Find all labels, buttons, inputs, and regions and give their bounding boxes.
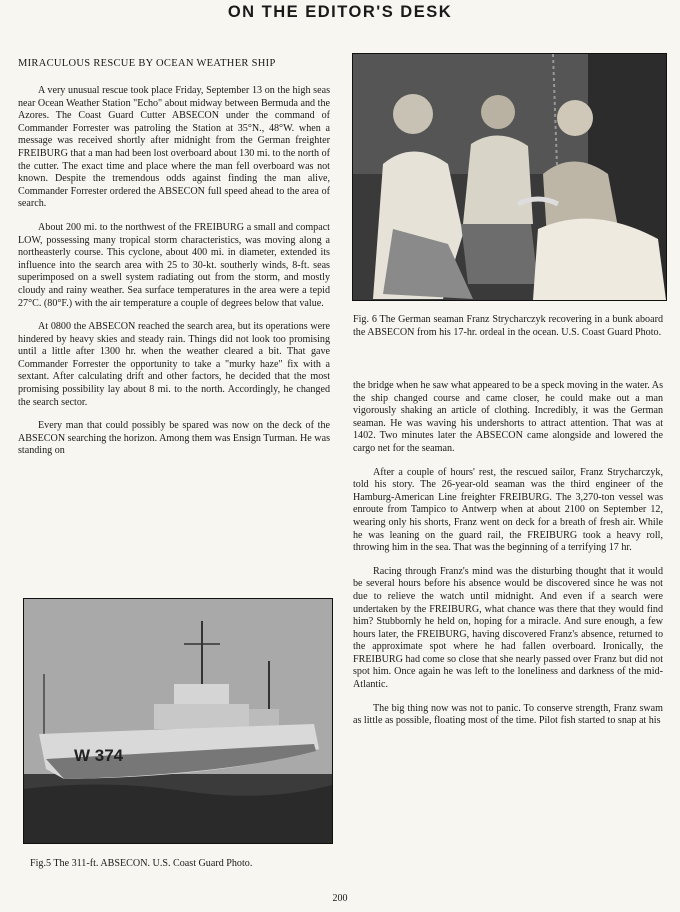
paragraph: Racing through Franz's mind was the disturbing thought that it would be several hours before his absence would be discovered since he was not due to relieve the watch until midnight. And even if a search were undertaken by the FREIBURG, what chance was there that they would find him? Stubbornly he held on, hoping for a miracle. And sure enough, a few hours later, the FREIBURG, having discovered Franz's absence, returned to the approximate spot where he had fallen overboard. Ironically, the FREIBURG had come so close that she nearly passed over Franz but did not spot him. Once again he was left to the loneliness and darkness of the mid-Atlantic. xyxy=(353,565,663,691)
absecon-ship-photo xyxy=(23,598,333,844)
paragraph: A very unusual rescue took place Friday, September 13 on the high seas near Ocean Weather Station "Echo" about midway between Bermuda and the Azores. The Coast Guard Cutter ABSECON under the command of Commander Forrester was patroling the Station at 35°N., 48°W. when a message was received shortly after midnight from the German freighter FREIBURG that a man had been lost overboard about 130 mi. to the north of the cutter. The exact time and place where the man fell overboard was not known. Despite the tremendous odds against finding the man alive, Commander Forrester ordered the ABSECON full speed ahead to the area of search. xyxy=(18,85,331,210)
page-number: 200 xyxy=(332,893,348,904)
right-column xyxy=(353,380,663,739)
paragraph: Every man that could possibly be spared was now on the deck of the ABSECON searching the horizon. Among them was Ensign Turman. He was standing on xyxy=(18,420,330,457)
article-heading: MIRACULOUS RESCUE BY OCEAN WEATHER SHIP xyxy=(18,58,276,69)
paragraph: At 0800 the ABSECON reached the search area, but its operations were hindered by heavy skies and steady rain. Things did not look too promising until a little after 1300 hr. when the weather cleared a bit. That gave Commander Forrester the opportunity to take a "murky haze" fix with a sextant. After calculating drift and other factors, he decided that the most promising possibility lay about 8 mi. to the north. Accordingly, he changed the search sector. xyxy=(18,321,330,408)
paragraph: The big thing now was not to panic. To conserve strength, Franz swam as little as possible, floating most of the time. Pilot fish started to snap at his xyxy=(353,702,663,727)
figure-5-caption: Fig.5 The 311-ft. ABSECON. U.S. Coast Guard Photo. xyxy=(30,858,253,869)
paragraph: About 200 mi. to the northwest of the FREIBURG a small and compact LOW, possessing many tropical storm characteristics, was moving along a northeasterly course. This cyclone, about 400 mi. in diameter, extended its influence into the search area with 25 to 30-kt. southerly winds, 8-ft. seas superimposed on a swell system radiating out from the storm, and mostly cloudy and rainy weather. Sea surface temperatures in the area were a tepid 27°C. (80°F.) with the air temperature a couple of degrees below that value. xyxy=(18,221,330,309)
rescued-seaman-photo-image xyxy=(353,54,666,300)
figure-6-caption: Fig. 6 The German seaman Franz Strycharczyk recovering in a bunk aboard the ABSECON from his 17-hr. ordeal in the ocean. U.S. Coast Guard Photo. xyxy=(353,314,663,338)
page-title: ON THE EDITOR'S DESK xyxy=(227,3,453,21)
paragraph: the bridge when he saw what appeared to be a speck moving in the water. As the ship changed course and came closer, he could make out a man vigorously shaking an article of clothing. Incredibly, it was the German seaman. He was waving his undershorts to attract attention. That was at 1402. Two minutes later the ABSECON came alongside and lowered the cargo net for the seaman. xyxy=(353,380,664,454)
paragraph: After a couple of hours' rest, the rescued sailor, Franz Strycharczyk, told his story. The 26-year-old seaman was the third engineer of the Hamburg-American Line freighter FREIBURG. The 3,270-ton vessel was enroute from Tampico to Antwerp when at about 2100 on September 12, wearing only his shorts, Franz went on deck for a breath of fresh air. While he was leaning on the guard rail, the FREIBURG took a heavy roll, throwing him in the sea. That was the beginning of a terrifying 17 hr. xyxy=(353,466,663,554)
absecon-ship-photo-image xyxy=(24,599,332,843)
hull-number: W 374 xyxy=(74,746,124,765)
left-column xyxy=(18,85,330,469)
rescued-seaman-photo xyxy=(352,53,667,301)
